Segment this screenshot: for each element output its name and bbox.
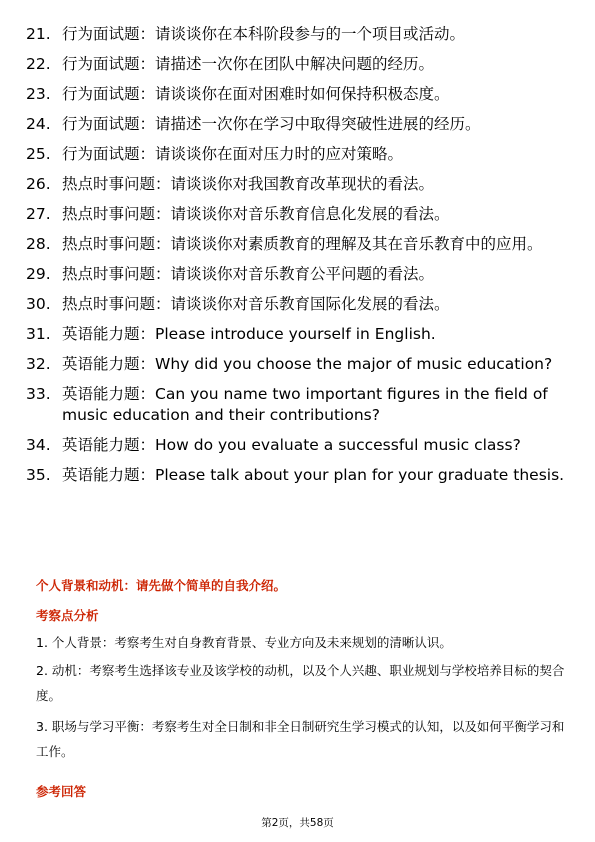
list-item <box>26 84 566 105</box>
section-heading: 个人背景和动机：请先做个简单的自我介绍。 <box>36 578 287 593</box>
analysis-item: 1. 个人背景：考察考生对自身教育背景、专业方向及未来规划的清晰认识。 <box>36 635 452 650</box>
list-item <box>26 465 566 486</box>
list-item <box>26 144 566 165</box>
question-number: 30. <box>26 295 51 313</box>
question-text: 行为面试题：请描述一次你在团队中解决问题的经历。 <box>62 55 435 73</box>
question-number: 24. <box>26 115 51 133</box>
question-number: 25. <box>26 145 51 163</box>
question-text: 英语能力题：Please talk about your plan for your graduate thesis. <box>62 466 565 484</box>
question-text: 热点时事问题：请谈谈你对我国教育改革现状的看法。 <box>62 175 435 193</box>
list-item <box>26 294 566 315</box>
question-number: 32. <box>26 355 51 373</box>
page-number: 第2页，共58页 <box>261 817 334 829</box>
question-text: 行为面试题：请描述一次你在学习中取得突破性进展的经历。 <box>62 115 481 133</box>
question-number: 29. <box>26 265 51 283</box>
list-item <box>26 384 566 426</box>
list-item <box>26 234 566 255</box>
list-item <box>26 114 566 135</box>
list-item <box>26 435 566 456</box>
question-text: 英语能力题：How do you evaluate a successful music class? <box>62 436 521 454</box>
list-item <box>26 264 566 285</box>
question-text: 行为面试题：请谈谈你在面对困难时如何保持积极态度。 <box>62 85 450 103</box>
list-item <box>26 354 566 375</box>
question-number: 21. <box>26 25 51 43</box>
list-item <box>26 174 566 195</box>
analysis-item: 2. 动机：考察考生选择该专业及该学校的动机，以及个人兴趣、职业规划与学校培养目标的契合度。 <box>36 663 565 703</box>
question-number: 22. <box>26 55 51 73</box>
question-list <box>26 24 566 495</box>
question-number: 34. <box>26 436 51 454</box>
question-text: 热点时事问题：请谈谈你对音乐教育信息化发展的看法。 <box>62 205 450 223</box>
answer-title: 参考回答 <box>36 784 87 799</box>
question-text: 英语能力题：Please introduce yourself in English. <box>62 325 436 343</box>
list-item <box>26 24 566 45</box>
question-number: 23. <box>26 85 51 103</box>
question-text: 热点时事问题：请谈谈你对素质教育的理解及其在音乐教育中的应用。 <box>62 235 543 253</box>
question-number: 33. <box>26 385 51 403</box>
question-text: 行为面试题：请谈谈你在面对压力时的应对策略。 <box>62 145 404 163</box>
analysis-title: 考察点分析 <box>36 608 99 623</box>
question-text: 英语能力题：Why did you choose the major of music education? <box>62 355 553 373</box>
question-number: 35. <box>26 466 51 484</box>
question-number: 27. <box>26 205 51 223</box>
analysis-item: 3. 职场与学习平衡：考察考生对全日制和非全日制研究生学习模式的认知，以及如何平衡学习和工作。 <box>36 719 565 759</box>
question-text: 热点时事问题：请谈谈你对音乐教育公平问题的看法。 <box>62 265 435 283</box>
question-number: 28. <box>26 235 51 253</box>
list-item <box>26 204 566 225</box>
question-number: 31. <box>26 325 51 343</box>
question-text: 热点时事问题：请谈谈你对音乐教育国际化发展的看法。 <box>62 295 450 313</box>
question-number: 26. <box>26 175 51 193</box>
list-item <box>26 324 566 345</box>
list-item <box>26 54 566 75</box>
question-text: 英语能力题：Can you name two important figures in the field of music education and their contributions? <box>62 385 548 424</box>
question-text: 行为面试题：请谈谈你在本科阶段参与的一个项目或活动。 <box>62 25 466 43</box>
